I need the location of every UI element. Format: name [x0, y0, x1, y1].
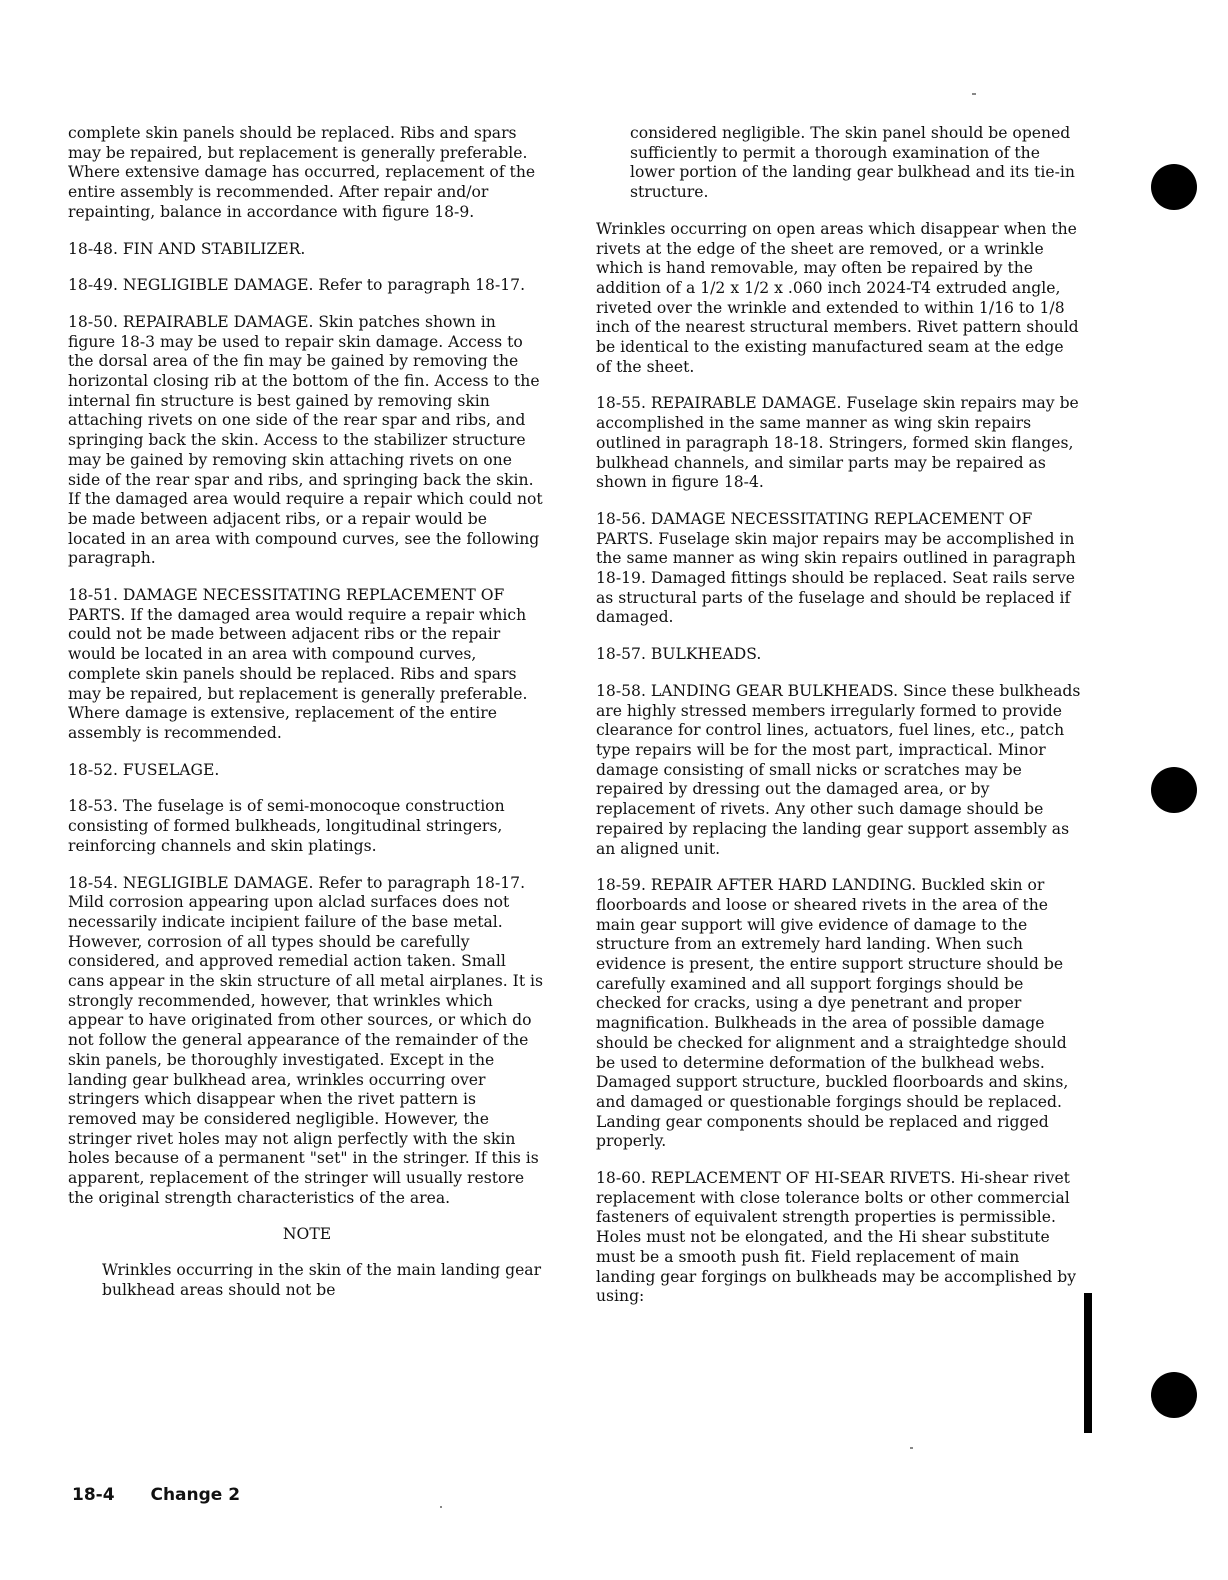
right-paragraph-landing-gear-bulkheads: 18-58. LANDING GEAR BULKHEADS. Since these bulkheads are highly stressed members irregularly formed to provide clearance for control lines, actuators, fuel lines, etc., patch type repairs will be for the most part, impractical. Minor damage consisting of small nicks or scratches may be repaired by dressing out the damaged area, or by replacement of rivets. Any other such damage should be repaired by replacing the landing gear support assembly as an aligned unit. — [596, 681, 1081, 858]
left-column — [68, 124, 546, 1318]
left-paragraph-repairable-damage: 18-50. REPAIRABLE DAMAGE. Skin patches shown in figure 18-3 may be used to repair skin damage. Access to the dorsal area of the fin may be gained by removing the horizontal closing rib at the bottom of the fin. Access to the internal fin structure is best gained by removing skin attaching rivets on one side of the rear spar and ribs, and springing back the skin. Access to the stabilizer structure may be gained by removing skin attaching rivets on one side of the rear spar and ribs, and springing back the skin. If the damaged area would require a repair which could not be made between adjacent ribs, or a repair would be located in an area with compound curves, see the following paragraph. — [68, 312, 543, 568]
section-heading-bulkheads: 18-57. BULKHEADS. — [596, 645, 762, 664]
binder-hole-top — [1151, 164, 1197, 210]
right-paragraph-note-continued: considered negligible. The skin panel should be opened sufficiently to permit a thorough examination of the lower portion of the landing gear bulkhead and its tie-in structure. — [630, 124, 1075, 202]
left-paragraph-replacement-of-parts: 18-51. DAMAGE NECESSITATING REPLACEMENT OF PARTS. If the damaged area would require a repair which could not be made between adjacent ribs or the repair would be located in an area with compound curves, complete skin panels should be replaced. Ribs and spars may be repaired, but replacement is generally preferable. Where damage is extensive, replacement of the entire assembly is recommended. — [68, 586, 528, 742]
change-bar — [1084, 1293, 1092, 1433]
left-paragraph-fuselage-construction: 18-53. The fuselage is of semi-monocoque construction consisting of formed bulkheads, longitudinal stringers, reinforcing channels and skin platings. — [68, 797, 505, 855]
section-heading-fin-stabilizer: 18-48. FIN AND STABILIZER. — [68, 239, 306, 258]
change-label: Change 2 — [150, 1485, 241, 1505]
note-title: NOTE — [282, 1225, 332, 1244]
binder-hole-middle — [1151, 767, 1197, 813]
binder-hole-bottom — [1151, 1372, 1197, 1418]
scan-speck — [910, 1447, 913, 1449]
left-paragraph-fuselage-negligible-damage: 18-54. NEGLIGIBLE DAMAGE. Refer to paragraph 18-17. Mild corrosion appearing upon alclad surfaces does not necessarily indicate incipient failure of the base metal. However, corrosion of all types should be carefully considered, and approved remedial action taken. Small cans appear in the skin structure of all metal airplanes. It is strongly recommended, however, that wrinkles which appear to have originated from other sources, or which do not follow the general appearance of the remainder of the skin panels, be thoroughly investigated. Except in the landing gear bulkhead area, wrinkles occurring over stringers which disappear when the rivet pattern is removed may be considered negligible. However, the stringer rivet holes may not align perfectly with the skin holes because of a permanent "set" in the stringer. If this is apparent, replacement of the stringer will usually restore the original strength characteristics of the area. — [68, 873, 544, 1207]
right-paragraph-fuselage-repairable-damage: 18-55. REPAIRABLE DAMAGE. Fuselage skin repairs may be accomplished in the same manner as wing skin repairs outlined in paragraph 18-18. Stringers, formed skin flanges, bulkhead channels, and similar parts may be repaired as shown in figure 18-4. — [596, 394, 1079, 492]
page-footer — [72, 1485, 240, 1505]
left-paragraph-1: complete skin panels should be replaced. Ribs and spars may be repaired, but replacement is generally preferable. Where extensive damage has occurred, replacement of the entire assembly is recommended. After repair and/or repainting, balance in accordance with figure 18-9. — [68, 124, 536, 221]
section-heading-fuselage: 18-52. FUSELAGE. — [68, 760, 220, 779]
right-column — [596, 124, 1082, 1324]
page-number: 18-4 — [72, 1485, 115, 1505]
scan-speck — [972, 93, 976, 95]
right-paragraph-hard-landing: 18-59. REPAIR AFTER HARD LANDING. Buckled skin or floorboards and loose or sheared rivets in the area of the main gear support will give evidence of damage to the structure from an extremely hard landing. When such evidence is present, the entire support structure should be carefully examined and all support forgings should be checked for cracks, using a dye penetrant and proper magnification. Bulkheads in the area of possible damage should be checked for alignment and a straightedge should be used to determine deformation of the bulkhead webs. Damaged support structure, buckled floorboards and skins, and damaged or questionable forgings should be replaced. Landing gear components should be replaced and rigged properly. — [596, 876, 1069, 1151]
right-paragraph-hi-shear-rivets: 18-60. REPLACEMENT OF HI-SEAR RIVETS. Hi-shear rivet replacement with close tolerance bolts or other commercial fasteners of equivalent strength properties is permissible. Holes must not be elongated, and the Hi shear substitute must be a smooth push fit. Field replacement of main landing gear forgings on bulkheads may be accomplished by using: — [596, 1169, 1077, 1306]
right-paragraph-fuselage-replacement: 18-56. DAMAGE NECESSITATING REPLACEMENT OF PARTS. Fuselage skin major repairs may be accomplished in the same manner as wing skin repairs outlined in paragraph 18-19. Damaged fittings should be replaced. Seat rails serve as structural parts of the fuselage and should be replaced if damaged. — [596, 509, 1076, 627]
right-paragraph-wrinkles: Wrinkles occurring on open areas which disappear when the rivets at the edge of the sheet are removed, or a wrinkle which is hand removable, may often be repaired by the addition of a 1/2 x 1/2 x .060 inch 2024-T4 extruded angle, riveted over the wrinkle and extended to within 1/16 to 1/8 inch of the nearest structural members. Rivet pattern should be identical to the existing manufactured seam at the edge of the sheet. — [596, 219, 1079, 376]
scan-speck — [440, 1506, 442, 1508]
note-text: Wrinkles occurring in the skin of the main landing gear bulkhead areas should not be — [102, 1261, 542, 1299]
left-paragraph-negligible-damage: 18-49. NEGLIGIBLE DAMAGE. Refer to paragraph 18-17. — [68, 276, 526, 295]
